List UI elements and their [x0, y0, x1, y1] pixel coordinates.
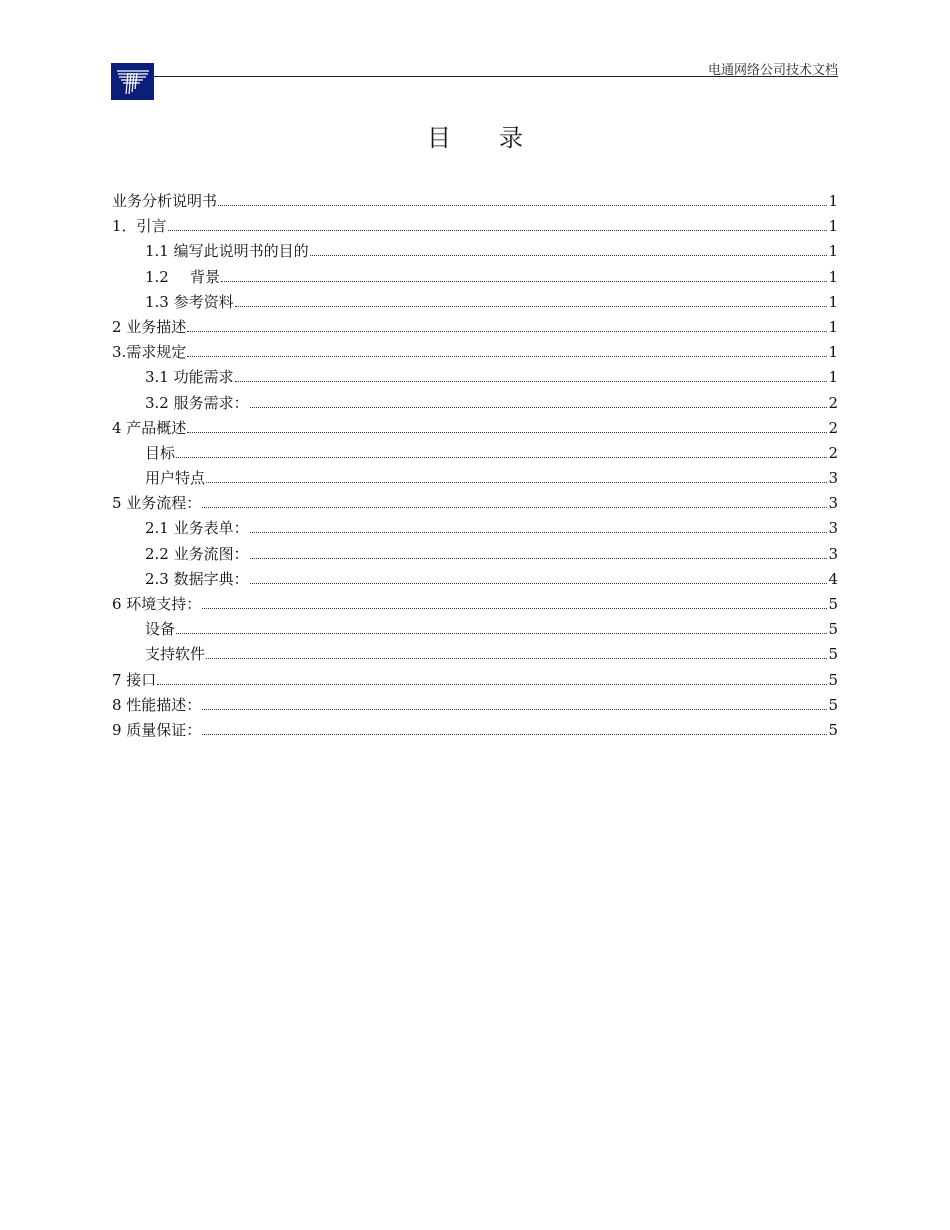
toc-entry-page: 1	[828, 292, 838, 311]
toc-entry-label: 3.需求规定	[112, 343, 187, 362]
toc-entry-page: 1	[828, 317, 838, 336]
toc-entry-label: 支持软件	[145, 645, 206, 664]
company-logo-icon	[111, 63, 154, 100]
toc-entry[interactable]	[112, 392, 838, 417]
toc-dot-leader	[202, 709, 827, 710]
toc-entry-label: 设备	[145, 620, 176, 639]
toc-dot-leader	[187, 331, 827, 332]
toc-dot-leader	[176, 457, 827, 458]
toc-entry[interactable]	[112, 266, 838, 291]
toc-entry[interactable]	[112, 240, 838, 265]
toc-entry-page: 2	[828, 443, 838, 462]
toc-entry[interactable]	[112, 467, 838, 492]
toc-entry[interactable]	[112, 517, 838, 542]
toc-dot-leader	[206, 482, 827, 483]
toc-entry-label: 2.2 业务流图：	[145, 544, 249, 563]
toc-entry-page: 1	[828, 343, 838, 362]
toc-dot-leader	[176, 633, 827, 634]
toc-entry-page: 5	[828, 620, 838, 639]
toc-dot-leader	[221, 281, 827, 282]
toc-entry-page: 3	[828, 494, 838, 513]
toc-entry[interactable]	[112, 341, 838, 366]
toc-entry[interactable]	[112, 291, 838, 316]
table-of-contents	[112, 190, 838, 744]
toc-dot-leader	[187, 432, 827, 433]
toc-entry-page: 1	[828, 217, 838, 236]
toc-entry-label: 2.3 数据字典：	[145, 569, 249, 588]
toc-entry[interactable]	[112, 442, 838, 467]
toc-entry-page: 3	[828, 544, 838, 563]
toc-entry-page: 5	[828, 645, 838, 664]
toc-entry[interactable]	[112, 492, 838, 517]
toc-entry-page: 1	[828, 368, 838, 387]
toc-entry-page: 5	[828, 695, 838, 714]
toc-dot-leader	[250, 532, 828, 533]
toc-entry-label: 9 质量保证：	[112, 720, 202, 739]
toc-entry[interactable]	[112, 669, 838, 694]
toc-dot-leader	[250, 583, 828, 584]
page-title	[0, 118, 950, 153]
toc-dot-leader	[202, 734, 827, 735]
toc-entry[interactable]	[112, 215, 838, 240]
toc-entry-label: 3.1 功能需求	[145, 368, 234, 387]
toc-entry[interactable]	[112, 190, 838, 215]
toc-dot-leader	[250, 558, 828, 559]
toc-dot-leader	[202, 608, 827, 609]
toc-entry-label: 2.1 业务表单：	[145, 519, 249, 538]
logo-graphic	[111, 63, 154, 100]
toc-entry-page: 2	[828, 393, 838, 412]
toc-entry[interactable]	[112, 694, 838, 719]
toc-entry-label: 1.3 参考资料	[145, 292, 234, 311]
toc-entry[interactable]	[112, 417, 838, 442]
toc-entry-label: 2 业务描述	[112, 317, 187, 336]
toc-entry[interactable]	[112, 643, 838, 668]
toc-entry-label: 8 性能描述：	[112, 695, 202, 714]
toc-entry-label: 7 接口	[112, 670, 157, 689]
toc-dot-leader	[202, 507, 827, 508]
toc-entry-label: 用户特点	[145, 469, 206, 488]
toc-entry-label: 3.2 服务需求：	[145, 393, 249, 412]
toc-entry[interactable]	[112, 618, 838, 643]
toc-entry[interactable]	[112, 316, 838, 341]
toc-dot-leader	[250, 407, 828, 408]
toc-dot-leader	[310, 255, 828, 256]
header-company-text: 电通网络公司技术文档	[707, 63, 838, 78]
toc-entry-label: 6 环境支持：	[112, 595, 202, 613]
toc-dot-leader	[187, 356, 827, 357]
toc-entry-page: 2	[828, 418, 838, 437]
toc-entry-label: 1．引言	[112, 217, 167, 236]
toc-entry-label: 目标	[145, 443, 176, 462]
toc-entry[interactable]	[112, 543, 838, 568]
toc-entry-page: 1	[828, 242, 838, 261]
toc-dot-leader	[168, 230, 828, 231]
toc-entry-label: 1.1 编写此说明书的目的	[145, 242, 309, 261]
toc-entry-page: 5	[828, 670, 838, 689]
toc-dot-leader	[235, 381, 828, 382]
toc-dot-leader	[206, 658, 827, 659]
toc-entry-text: 背景	[190, 267, 221, 286]
toc-entry-page: 4	[828, 569, 838, 588]
toc-entry[interactable]	[112, 366, 838, 391]
toc-entry-number: 1.2	[145, 267, 169, 286]
toc-dot-leader	[157, 684, 827, 685]
toc-dot-leader	[218, 205, 827, 206]
toc-entry-label: 业务分析说明书	[112, 192, 218, 210]
toc-entry[interactable]	[112, 719, 838, 744]
toc-entry[interactable]	[112, 568, 838, 593]
toc-entry-page: 1	[828, 192, 838, 210]
page-title-part2: 录	[499, 124, 523, 152]
toc-entry-page: 3	[828, 519, 838, 538]
toc-entry[interactable]	[112, 593, 838, 618]
toc-entry-page: 3	[828, 469, 838, 488]
toc-entry-page: 1	[828, 267, 838, 286]
toc-entry-label	[145, 266, 220, 287]
toc-entry-label: 4 产品概述	[112, 418, 187, 437]
toc-entry-page: 5	[828, 720, 838, 739]
toc-entry-page: 5	[828, 595, 838, 613]
page-title-part1: 目	[427, 124, 451, 152]
toc-entry-label: 5 业务流程：	[112, 494, 202, 513]
toc-dot-leader	[235, 306, 828, 307]
